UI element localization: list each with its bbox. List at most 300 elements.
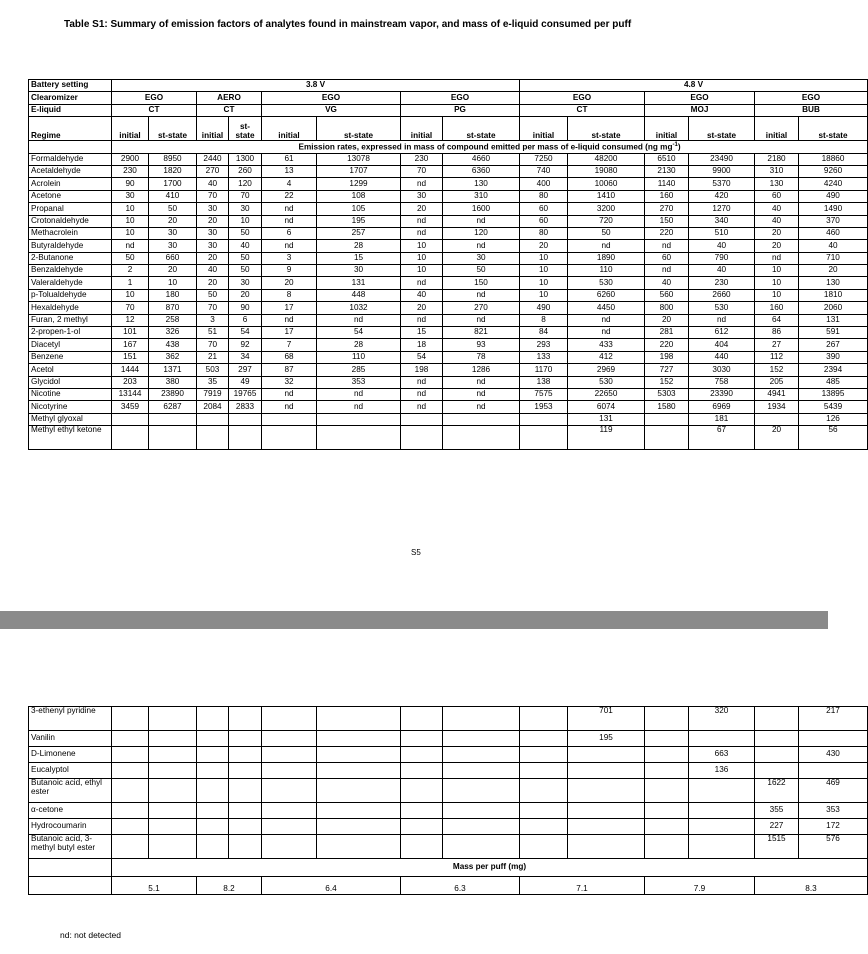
value-cell: 7: [262, 339, 317, 351]
mass-label-row: [29, 859, 868, 877]
value-cell: 30: [149, 240, 197, 252]
value-cell: [799, 731, 868, 747]
value-cell: 6: [229, 314, 262, 326]
value-cell: 50: [443, 265, 520, 277]
value-cell: 701: [568, 707, 645, 731]
value-cell: 320: [689, 707, 755, 731]
value-cell: 560: [645, 289, 689, 301]
value-cell: [229, 413, 262, 425]
value-cell: [645, 731, 689, 747]
value-cell: [443, 426, 520, 450]
value-cell: 270: [197, 165, 229, 177]
value-cell: 7919: [197, 388, 229, 400]
table-row: [29, 819, 868, 835]
value-cell: [262, 707, 317, 731]
value-cell: 410: [149, 190, 197, 202]
value-cell: 220: [645, 227, 689, 239]
value-cell: 70: [197, 339, 229, 351]
eliquid-cell: PG: [401, 104, 520, 116]
value-cell: 227: [755, 819, 799, 835]
value-cell: 4240: [799, 178, 868, 190]
mass-value: 6.4: [262, 877, 401, 895]
analyte-name: Glycidol: [29, 376, 112, 388]
value-cell: 93: [443, 339, 520, 351]
value-cell: [401, 731, 443, 747]
table-row: [29, 747, 868, 763]
value-cell: 490: [799, 190, 868, 202]
value-cell: 13895: [799, 388, 868, 400]
value-cell: 30: [149, 227, 197, 239]
value-cell: 530: [568, 376, 645, 388]
value-cell: 126: [799, 413, 868, 425]
value-cell: 198: [645, 351, 689, 363]
value-cell: [568, 835, 645, 859]
value-cell: [262, 835, 317, 859]
analyte-name: Acetone: [29, 190, 112, 202]
analyte-name: Vanilin: [29, 731, 112, 747]
analyte-name: Butanoic acid, ethyl ester: [29, 779, 112, 803]
value-cell: nd: [755, 252, 799, 264]
value-cell: 1600: [443, 203, 520, 215]
clearomizer-cell: AERO: [197, 92, 262, 104]
value-cell: [443, 779, 520, 803]
value-cell: 13: [262, 165, 317, 177]
value-cell: 40: [229, 240, 262, 252]
value-cell: 230: [401, 153, 443, 165]
value-cell: [229, 819, 262, 835]
value-cell: nd: [568, 240, 645, 252]
value-cell: 15: [401, 327, 443, 339]
value-cell: 740: [520, 165, 568, 177]
value-cell: [799, 763, 868, 779]
value-cell: nd: [401, 314, 443, 326]
value-cell: 108: [317, 190, 401, 202]
table-row: [29, 388, 868, 400]
value-cell: 34: [229, 351, 262, 363]
value-cell: 64: [755, 314, 799, 326]
value-cell: [443, 413, 520, 425]
eliquid-cell: VG: [262, 104, 401, 116]
value-cell: 195: [317, 215, 401, 227]
regime-cell: st-state: [229, 117, 262, 141]
value-cell: [401, 835, 443, 859]
table-row: [29, 803, 868, 819]
value-cell: 54: [229, 327, 262, 339]
value-cell: 6: [262, 227, 317, 239]
value-cell: 86: [755, 327, 799, 339]
value-cell: 112: [755, 351, 799, 363]
value-cell: 61: [262, 153, 317, 165]
value-cell: [197, 819, 229, 835]
value-cell: 7575: [520, 388, 568, 400]
value-cell: 9: [262, 265, 317, 277]
value-cell: 87: [262, 364, 317, 376]
value-cell: 6260: [568, 289, 645, 301]
value-cell: 310: [443, 190, 520, 202]
value-cell: 23890: [149, 388, 197, 400]
value-cell: 131: [317, 277, 401, 289]
value-cell: 10: [112, 289, 149, 301]
value-cell: 6287: [149, 401, 197, 413]
table-row: [29, 835, 868, 859]
value-cell: [443, 731, 520, 747]
value-cell: 438: [149, 339, 197, 351]
value-cell: [149, 763, 197, 779]
value-cell: [262, 747, 317, 763]
value-cell: 70: [229, 190, 262, 202]
value-cell: 28: [317, 240, 401, 252]
value-cell: 3459: [112, 401, 149, 413]
table-row: [29, 401, 868, 413]
value-cell: 12: [112, 314, 149, 326]
footnote: nd: not detected: [60, 930, 121, 940]
value-cell: [262, 731, 317, 747]
value-cell: 257: [317, 227, 401, 239]
emission-table-continued: [28, 706, 868, 895]
value-cell: 23390: [689, 388, 755, 400]
value-cell: [689, 803, 755, 819]
clearomizer-cell: EGO: [520, 92, 645, 104]
value-cell: 20: [229, 289, 262, 301]
value-cell: 181: [689, 413, 755, 425]
value-cell: 5303: [645, 388, 689, 400]
table-row: [29, 227, 868, 239]
value-cell: 18: [401, 339, 443, 351]
table-row: [29, 240, 868, 252]
clearomizer-cell: EGO: [262, 92, 401, 104]
value-cell: [317, 819, 401, 835]
value-cell: [443, 763, 520, 779]
value-cell: 530: [568, 277, 645, 289]
value-cell: 710: [799, 252, 868, 264]
value-cell: [112, 413, 149, 425]
value-cell: 78: [443, 351, 520, 363]
analyte-name: Acrolein: [29, 178, 112, 190]
value-cell: [262, 426, 317, 450]
eliquid-label: E-liquid: [29, 104, 112, 116]
value-cell: [197, 707, 229, 731]
value-cell: [112, 803, 149, 819]
value-cell: 420: [689, 190, 755, 202]
mass-value: 7.1: [520, 877, 645, 895]
value-cell: 40: [799, 240, 868, 252]
value-cell: [568, 779, 645, 803]
value-cell: 133: [520, 351, 568, 363]
analyte-name: Valeraldehyde: [29, 277, 112, 289]
value-cell: 1622: [755, 779, 799, 803]
value-cell: 80: [520, 190, 568, 202]
value-cell: [112, 426, 149, 450]
value-cell: 20: [755, 227, 799, 239]
value-cell: 32: [262, 376, 317, 388]
value-cell: 5439: [799, 401, 868, 413]
value-cell: 131: [568, 413, 645, 425]
table-row: [29, 252, 868, 264]
value-cell: 10060: [568, 178, 645, 190]
value-cell: 20: [149, 215, 197, 227]
value-cell: nd: [443, 289, 520, 301]
table-row: [29, 731, 868, 747]
value-cell: 138: [520, 376, 568, 388]
value-cell: 120: [443, 227, 520, 239]
value-cell: nd: [317, 388, 401, 400]
value-cell: 1371: [149, 364, 197, 376]
value-cell: 297: [229, 364, 262, 376]
value-cell: 800: [645, 302, 689, 314]
value-cell: nd: [401, 376, 443, 388]
value-cell: 30: [443, 252, 520, 264]
value-cell: [520, 426, 568, 450]
value-cell: 790: [689, 252, 755, 264]
value-cell: [197, 747, 229, 763]
value-cell: nd: [401, 277, 443, 289]
value-cell: 60: [645, 252, 689, 264]
mass-value: 8.2: [197, 877, 262, 895]
value-cell: 3200: [568, 203, 645, 215]
value-cell: [149, 731, 197, 747]
value-cell: [229, 426, 262, 450]
value-cell: nd: [401, 401, 443, 413]
value-cell: 2130: [645, 165, 689, 177]
value-cell: [112, 819, 149, 835]
value-cell: 1032: [317, 302, 401, 314]
value-cell: 30: [197, 240, 229, 252]
value-cell: 56: [799, 426, 868, 450]
value-cell: 20: [401, 302, 443, 314]
value-cell: [262, 819, 317, 835]
value-cell: 6360: [443, 165, 520, 177]
table-row: [29, 153, 868, 165]
analyte-name: Benzaldehyde: [29, 265, 112, 277]
value-cell: 30: [229, 277, 262, 289]
value-cell: 1410: [568, 190, 645, 202]
clearomizer-cell: EGO: [401, 92, 520, 104]
value-cell: nd: [401, 227, 443, 239]
value-cell: [645, 835, 689, 859]
value-cell: 2900: [112, 153, 149, 165]
value-cell: 130: [443, 178, 520, 190]
value-cell: [755, 731, 799, 747]
value-cell: 353: [799, 803, 868, 819]
clearomizer-row: [29, 92, 868, 104]
value-cell: 105: [317, 203, 401, 215]
value-cell: 20: [520, 240, 568, 252]
value-cell: [645, 803, 689, 819]
value-cell: 21: [197, 351, 229, 363]
analyte-name: D-Limonene: [29, 747, 112, 763]
value-cell: [197, 835, 229, 859]
value-cell: [149, 426, 197, 450]
analyte-name: Crotonaldehyde: [29, 215, 112, 227]
value-cell: [755, 747, 799, 763]
page-number: S5: [411, 548, 421, 557]
value-cell: 326: [149, 327, 197, 339]
value-cell: 530: [689, 302, 755, 314]
value-cell: 198: [401, 364, 443, 376]
table-row: [29, 376, 868, 388]
value-cell: 340: [689, 215, 755, 227]
value-cell: [689, 731, 755, 747]
analyte-name: Acetaldehyde: [29, 165, 112, 177]
value-cell: 18860: [799, 153, 868, 165]
value-cell: [197, 413, 229, 425]
value-cell: nd: [645, 240, 689, 252]
value-cell: [149, 747, 197, 763]
value-cell: 50: [229, 265, 262, 277]
value-cell: 270: [443, 302, 520, 314]
table-row: [29, 339, 868, 351]
value-cell: [262, 779, 317, 803]
value-cell: 355: [755, 803, 799, 819]
value-cell: [520, 819, 568, 835]
value-cell: 20: [645, 314, 689, 326]
value-cell: [645, 413, 689, 425]
analyte-name: Furan, 2 methyl: [29, 314, 112, 326]
value-cell: 490: [520, 302, 568, 314]
analyte-name: α-cetone: [29, 803, 112, 819]
value-cell: 2394: [799, 364, 868, 376]
value-cell: 30: [197, 227, 229, 239]
value-cell: 40: [755, 203, 799, 215]
value-cell: [443, 819, 520, 835]
value-cell: 2969: [568, 364, 645, 376]
value-cell: 160: [645, 190, 689, 202]
value-cell: [401, 707, 443, 731]
analyte-name: Methyl glyoxal: [29, 413, 112, 425]
table-row: [29, 707, 868, 731]
value-cell: 390: [799, 351, 868, 363]
value-cell: [317, 763, 401, 779]
analyte-name: 2-Butanone: [29, 252, 112, 264]
value-cell: 400: [520, 178, 568, 190]
value-cell: 203: [112, 376, 149, 388]
value-cell: 2440: [197, 153, 229, 165]
table-row: [29, 763, 868, 779]
value-cell: [401, 426, 443, 450]
analyte-name: Eucalyptol: [29, 763, 112, 779]
value-cell: 220: [645, 339, 689, 351]
value-cell: 310: [755, 165, 799, 177]
value-cell: 485: [799, 376, 868, 388]
value-cell: nd: [645, 265, 689, 277]
clearomizer-cell: EGO: [755, 92, 868, 104]
table-row: [29, 165, 868, 177]
value-cell: [262, 763, 317, 779]
value-cell: [568, 763, 645, 779]
value-cell: 727: [645, 364, 689, 376]
value-cell: [317, 707, 401, 731]
value-cell: 362: [149, 351, 197, 363]
value-cell: [317, 835, 401, 859]
value-cell: 23490: [689, 153, 755, 165]
value-cell: 1820: [149, 165, 197, 177]
battery-38: 3.8 V: [112, 80, 520, 92]
value-cell: [443, 707, 520, 731]
value-cell: [317, 747, 401, 763]
clearomizer-cell: EGO: [112, 92, 197, 104]
value-cell: nd: [262, 401, 317, 413]
table-row: [29, 178, 868, 190]
table-row: [29, 277, 868, 289]
value-cell: [112, 779, 149, 803]
value-cell: 230: [112, 165, 149, 177]
value-cell: nd: [401, 215, 443, 227]
analyte-name: Methacrolein: [29, 227, 112, 239]
value-cell: 10: [520, 252, 568, 264]
value-cell: 131: [799, 314, 868, 326]
value-cell: 2833: [229, 401, 262, 413]
value-cell: [645, 707, 689, 731]
analyte-name: 3-ethenyl pyridine: [29, 707, 112, 731]
value-cell: 10: [112, 227, 149, 239]
value-cell: [520, 747, 568, 763]
value-cell: [443, 835, 520, 859]
value-cell: 136: [689, 763, 755, 779]
value-cell: 1270: [689, 203, 755, 215]
value-cell: 60: [755, 190, 799, 202]
value-cell: 2660: [689, 289, 755, 301]
value-cell: 758: [689, 376, 755, 388]
value-cell: [520, 835, 568, 859]
value-cell: 510: [689, 227, 755, 239]
regime-cell: initial: [112, 117, 149, 141]
value-cell: [262, 803, 317, 819]
value-cell: 6074: [568, 401, 645, 413]
value-cell: 35: [197, 376, 229, 388]
value-cell: 10: [520, 277, 568, 289]
value-cell: 20: [197, 252, 229, 264]
value-cell: 230: [689, 277, 755, 289]
value-cell: 101: [112, 327, 149, 339]
value-cell: 4660: [443, 153, 520, 165]
value-cell: 663: [689, 747, 755, 763]
value-cell: 217: [799, 707, 868, 731]
value-cell: 20: [262, 277, 317, 289]
value-cell: 1: [112, 277, 149, 289]
regime-cell: initial: [401, 117, 443, 141]
value-cell: 50: [568, 227, 645, 239]
table-row: [29, 327, 868, 339]
value-cell: 10: [755, 265, 799, 277]
value-cell: 1286: [443, 364, 520, 376]
value-cell: [229, 731, 262, 747]
value-cell: 10: [401, 240, 443, 252]
value-cell: [443, 747, 520, 763]
value-cell: 67: [689, 426, 755, 450]
regime-row: [29, 117, 868, 141]
value-cell: 20: [755, 240, 799, 252]
mass-per-puff-label: Mass per puff (mg): [112, 859, 868, 877]
value-cell: [149, 803, 197, 819]
eliquid-cell: CT: [520, 104, 645, 116]
value-cell: 130: [799, 277, 868, 289]
analyte-name: Nicotyrine: [29, 401, 112, 413]
mass-value: 7.9: [645, 877, 755, 895]
regime-cell: initial: [262, 117, 317, 141]
analyte-name: Formaldehyde: [29, 153, 112, 165]
value-cell: 720: [568, 215, 645, 227]
analyte-name: Propanal: [29, 203, 112, 215]
value-cell: [689, 835, 755, 859]
value-cell: [149, 413, 197, 425]
analyte-name: Nicotine: [29, 388, 112, 400]
value-cell: 6969: [689, 401, 755, 413]
value-cell: 10: [149, 277, 197, 289]
value-cell: 30: [229, 203, 262, 215]
value-cell: 30: [401, 190, 443, 202]
analyte-name: Diacetyl: [29, 339, 112, 351]
value-cell: [401, 803, 443, 819]
